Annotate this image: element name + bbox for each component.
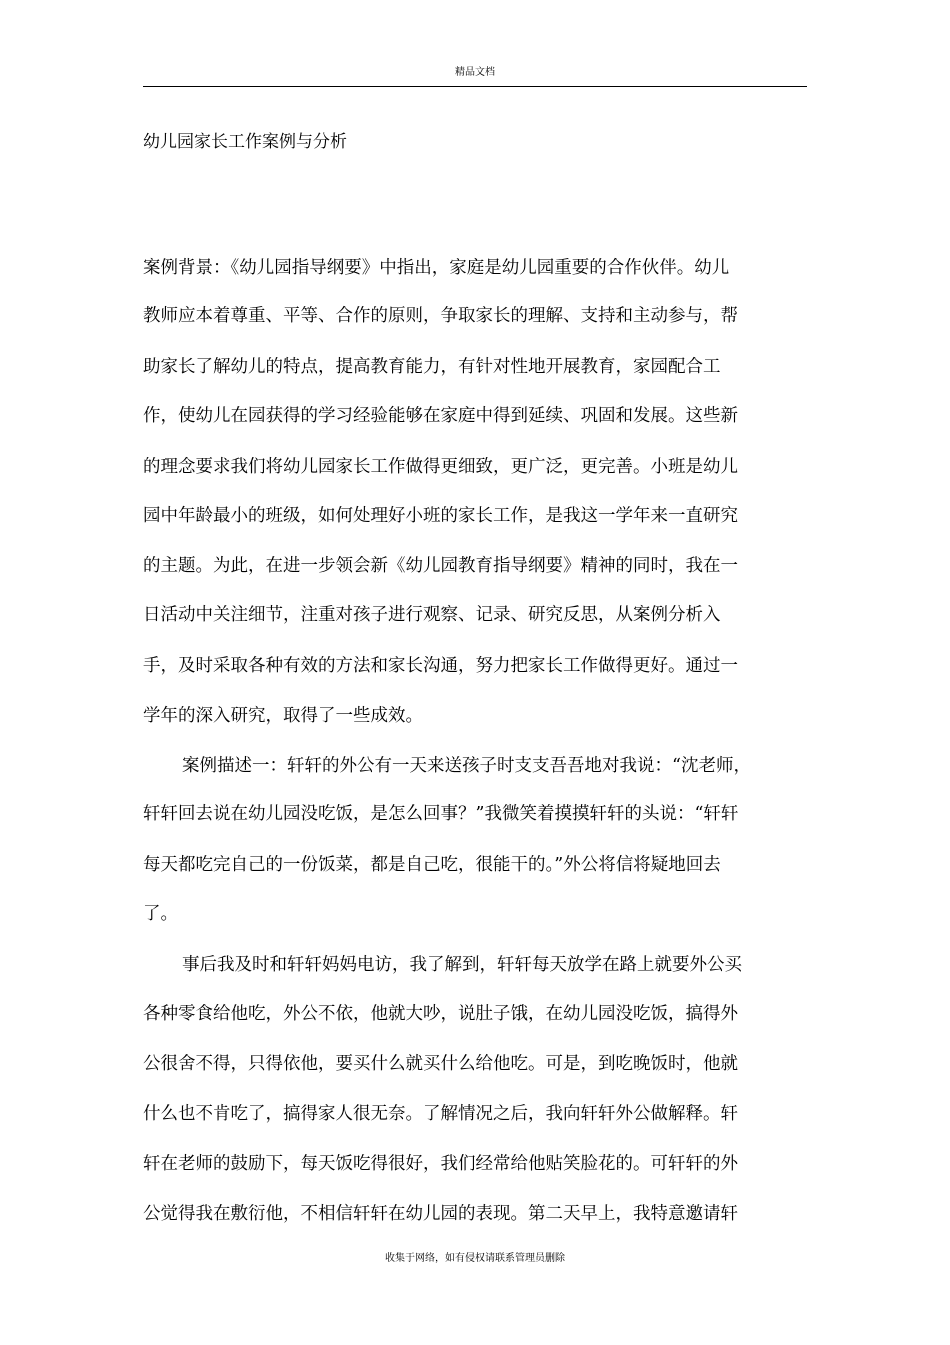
body-line: 了。 bbox=[143, 904, 178, 924]
body-line: 手，及时采取各种有效的方法和家长沟通，努力把家长工作做得更好。通过一 bbox=[143, 656, 738, 676]
document-title: 幼儿园家长工作案例与分析 bbox=[143, 132, 347, 152]
body-line: 学年的深入研究，取得了一些成效。 bbox=[143, 706, 423, 726]
body-line: 公觉得我在敷衍他，不相信轩轩在幼儿园的表现。第二天早上，我特意邀请轩 bbox=[143, 1204, 738, 1224]
body-line: 什么也不肯吃了，搞得家人很无奈。了解情况之后，我向轩轩外公做解释。轩 bbox=[143, 1104, 738, 1124]
body-line: 轩在老师的鼓励下，每天饭吃得很好，我们经常给他贴笑脸花的。可轩轩的外 bbox=[143, 1154, 738, 1174]
body-line: 公很舍不得，只得依他，要买什么就买什么给他吃。可是，到吃晚饭时，他就 bbox=[143, 1054, 738, 1074]
body-line: 各种零食给他吃，外公不依，他就大吵，说肚子饿，在幼儿园没吃饭，搞得外 bbox=[143, 1004, 738, 1024]
body-line: 轩轩回去说在幼儿园没吃饭，是怎么回事？”我微笑着摸摸轩轩的头说：“轩轩 bbox=[143, 804, 739, 824]
header-divider bbox=[143, 86, 807, 87]
body-line: 事后我及时和轩轩妈妈电访，我了解到，轩轩每天放学在路上就要外公买 bbox=[182, 955, 742, 975]
page-footer: 收集于网络，如有侵权请联系管理员删除 bbox=[385, 1253, 565, 1264]
page-header: 精品文档 bbox=[455, 67, 495, 78]
body-line: 每天都吃完自己的一份饭菜，都是自己吃，很能干的。”外公将信将疑地回去 bbox=[143, 855, 721, 875]
body-line: 作，使幼儿在园获得的学习经验能够在家庭中得到延续、巩固和发展。这些新 bbox=[143, 406, 738, 426]
body-line: 教师应本着尊重、平等、合作的原则，争取家长的理解、支持和主动参与，帮 bbox=[143, 306, 738, 326]
body-line: 园中年龄最小的班级，如何处理好小班的家长工作，是我这一学年来一直研究 bbox=[143, 506, 738, 526]
body-line: 的理念要求我们将幼儿园家长工作做得更细致，更广泛，更完善。小班是幼儿 bbox=[143, 457, 738, 477]
body-line: 案例描述一：轩轩的外公有一天来送孩子时支支吾吾地对我说：“沈老师， bbox=[182, 756, 751, 776]
body-line: 助家长了解幼儿的特点，提高教育能力，有针对性地开展教育，家园配合工 bbox=[143, 357, 721, 377]
body-line: 的主题。为此，在进一步领会新《幼儿园教育指导纲要》精神的同时，我在一 bbox=[143, 556, 738, 576]
body-line: 案例背景：《幼儿园指导纲要》中指出，家庭是幼儿园重要的合作伙伴。幼儿 bbox=[143, 258, 730, 278]
body-line: 日活动中关注细节，注重对孩子进行观察、记录、研究反思，从案例分析入 bbox=[143, 605, 721, 625]
